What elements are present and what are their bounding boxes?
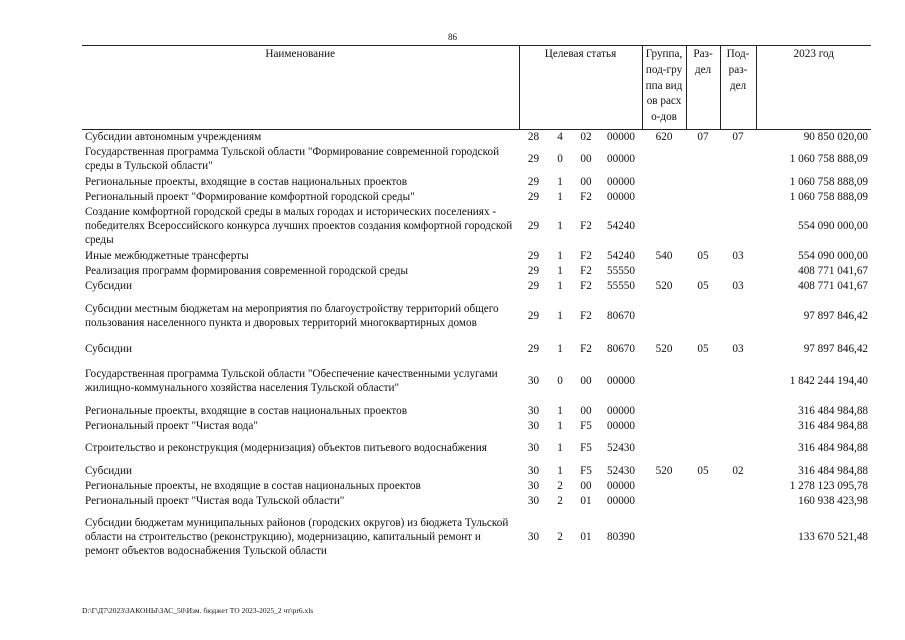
code-expense: 54240: [607, 249, 635, 262]
code-direction: F2: [580, 279, 592, 292]
code-expense: 00000: [607, 404, 635, 417]
row-name: Субсидии: [85, 343, 132, 355]
expense-group: 520: [655, 279, 673, 292]
page-number: 86: [448, 32, 457, 42]
table-row: [82, 248, 871, 263]
section-code: [686, 263, 720, 278]
code-expense: 00000: [607, 175, 635, 188]
code-subprogram: 1: [557, 419, 563, 432]
code-expense: 00000: [607, 479, 635, 492]
code-program: 29: [527, 190, 540, 203]
row-name: Субсидии: [85, 279, 132, 292]
code-program: 30: [527, 404, 540, 417]
amount-2023: 1 278 123 095,78: [789, 479, 869, 492]
subsection-code: [720, 433, 756, 463]
expense-group: [642, 508, 686, 566]
section-code: 05: [697, 249, 709, 262]
header-group: Группа, под-группа видов расхо-дов: [642, 46, 686, 130]
code-direction: 00: [580, 153, 592, 165]
subsection-code: [720, 189, 756, 204]
section-code: 05: [697, 279, 709, 292]
code-program: 29: [527, 249, 540, 262]
code-direction: 00: [580, 175, 592, 188]
code-expense: 52430: [607, 464, 635, 477]
expense-group: [642, 293, 686, 339]
expense-group: [642, 174, 686, 189]
section-code: [686, 204, 720, 248]
code-subprogram: 1: [557, 464, 563, 477]
table-row: [82, 359, 871, 403]
row-name: Региональный проект "Чистая вода": [85, 419, 258, 432]
code-program: 30: [527, 375, 540, 387]
section-code: [686, 403, 720, 418]
code-subprogram: 4: [557, 131, 563, 143]
table-row: [82, 174, 871, 189]
code-expense: 00000: [607, 375, 635, 387]
expense-group: [642, 418, 686, 433]
amount-2023: 408 771 041,67: [798, 264, 869, 277]
row-name: Региональный проект "Формирование комфортной городской среды": [85, 190, 415, 203]
expense-group: [642, 403, 686, 418]
row-name: Субсидии: [85, 464, 132, 477]
expense-group: [642, 493, 686, 508]
table-row: [82, 478, 871, 493]
code-subprogram: 0: [557, 153, 563, 165]
row-name: Строительство и реконструкция (модернизация) объектов питьевого водоснабжения: [85, 442, 487, 454]
code-direction: F5: [580, 442, 592, 454]
amount-2023: 1 060 758 888,09: [789, 175, 869, 188]
code-program: 29: [527, 264, 540, 277]
code-expense: 00000: [607, 190, 635, 203]
code-direction: F2: [580, 190, 592, 203]
subsection-code: 03: [732, 249, 744, 262]
table-row: [82, 508, 871, 566]
header-year: 2023 год: [756, 46, 871, 130]
code-direction: F5: [580, 419, 592, 432]
code-direction: 00: [580, 375, 592, 387]
amount-2023: 408 771 041,67: [798, 279, 869, 292]
code-expense: 00000: [607, 494, 635, 507]
table-row: [82, 433, 871, 463]
section-code: [686, 508, 720, 566]
table-row: [82, 293, 871, 339]
table-row: [82, 418, 871, 433]
code-expense: 80670: [607, 343, 635, 355]
code-program: 29: [527, 279, 540, 292]
code-direction: 02: [580, 131, 592, 143]
section-code: [686, 478, 720, 493]
code-expense: 00000: [607, 153, 635, 165]
code-direction: F5: [580, 464, 592, 477]
code-program: 28: [527, 131, 540, 143]
table-row: [82, 204, 871, 248]
subsection-code: [720, 403, 756, 418]
row-name: Реализация программ формирования современной городской среды: [85, 264, 408, 277]
header-name: Наименование: [82, 46, 519, 130]
code-program: 30: [527, 494, 540, 507]
row-name: Создание комфортной городской среды в малых городах и исторических поселениях - победителях Всероссийского конкурса лучших проектов создания комфортной городской среды: [85, 206, 513, 246]
table-row: [82, 339, 871, 359]
row-name: Иные межбюджетные трансферты: [85, 249, 249, 262]
table-row: [82, 463, 871, 478]
subsection-code: [720, 418, 756, 433]
amount-2023: 1 842 244 194,40: [789, 375, 869, 387]
subsection-code: [720, 174, 756, 189]
table-row: [82, 403, 871, 418]
code-direction: 01: [580, 494, 592, 507]
code-subprogram: 2: [557, 531, 563, 543]
amount-2023: 554 090 000,00: [798, 249, 869, 262]
code-subprogram: 2: [557, 494, 563, 507]
expense-group: [642, 204, 686, 248]
code-expense: 54240: [607, 220, 635, 232]
code-direction: F2: [580, 220, 592, 232]
expense-group: [642, 478, 686, 493]
expense-group: 540: [655, 249, 673, 262]
table-row: [82, 189, 871, 204]
code-subprogram: 1: [557, 404, 563, 417]
code-subprogram: 1: [557, 279, 563, 292]
budget-table: [82, 45, 871, 566]
expense-group: 520: [655, 464, 673, 477]
table-row: [82, 278, 871, 293]
subsection-code: [720, 478, 756, 493]
header-target: Целевая статья: [519, 46, 642, 130]
amount-2023: 97 897 846,42: [803, 343, 869, 355]
row-name: Региональные проекты, входящие в состав национальных проектов: [85, 175, 407, 188]
amount-2023: 97 897 846,42: [803, 310, 869, 322]
section-code: [686, 433, 720, 463]
code-subprogram: 1: [557, 310, 563, 322]
code-program: 29: [527, 220, 540, 232]
code-expense: 55550: [607, 264, 635, 277]
subsection-code: [720, 204, 756, 248]
table-body: [82, 130, 871, 567]
header-subsection: Под-раз-дел: [720, 46, 756, 130]
code-subprogram: 1: [557, 220, 563, 232]
code-program: 30: [527, 531, 540, 543]
code-subprogram: 0: [557, 375, 563, 387]
code-expense: 80390: [607, 531, 635, 543]
subsection-code: 03: [732, 279, 744, 292]
code-program: 30: [527, 442, 540, 454]
section-code: [686, 144, 720, 174]
section-code: [686, 189, 720, 204]
row-name: Государственная программа Тульской области "Обеспечение качественными услугами жилищно-коммунального хозяйства населения Тульской области": [85, 368, 498, 394]
code-expense: 00000: [607, 131, 635, 143]
subsection-code: [720, 293, 756, 339]
code-program: 30: [527, 464, 540, 477]
amount-2023: 1 060 758 888,09: [789, 190, 869, 203]
amount-2023: 316 484 984,88: [798, 442, 869, 454]
amount-2023: 316 484 984,88: [798, 464, 869, 477]
table-row: [82, 263, 871, 278]
section-code: 05: [697, 464, 709, 477]
table-row: [82, 493, 871, 508]
section-code: 05: [697, 343, 709, 355]
row-name: Субсидии местным бюджетам на мероприятия по благоустройству территорий общего пользования населенного пункта и дворовых территорий многоквартирных домов: [85, 303, 499, 329]
amount-2023: 133 670 521,48: [798, 531, 869, 543]
code-direction: 00: [580, 479, 592, 492]
amount-2023: 160 938 423,98: [798, 494, 869, 507]
row-name: Государственная программа Тульской области "Формирование современной городской среды в Тульской области": [85, 146, 500, 172]
subsection-code: [720, 263, 756, 278]
code-expense: 80670: [607, 310, 635, 322]
code-program: 30: [527, 419, 540, 432]
expense-group: [642, 189, 686, 204]
amount-2023: 1 060 758 888,09: [789, 153, 869, 165]
section-code: 07: [697, 131, 709, 143]
code-direction: F2: [580, 310, 592, 322]
row-name: Субсидии автономным учреждениям: [85, 131, 262, 143]
expense-group: [642, 359, 686, 403]
row-name: Региональный проект "Чистая вода Тульской области": [85, 494, 345, 507]
subsection-code: [720, 359, 756, 403]
row-name: Субсидии бюджетам муниципальных районов (городских округов) из бюджета Тульской области на строительство (реконструкцию), модернизацию, капитальный ремонт и ремонт объектов водоснабжения Тульской области: [85, 517, 509, 557]
code-expense: 52430: [607, 442, 635, 454]
footer-file-path: D:\Г\Д7\2023\ЗАКОНЫ\ЗАС_50\Изм. бюджет ТО 2023-2025_2 чт\pr6.xls: [82, 606, 314, 615]
row-name: Региональные проекты, не входящие в состав национальных проектов: [85, 479, 421, 492]
code-program: 29: [527, 153, 540, 165]
subsection-code: 02: [732, 464, 744, 477]
amount-2023: 316 484 984,88: [798, 419, 869, 432]
code-subprogram: 1: [557, 175, 563, 188]
section-code: [686, 418, 720, 433]
code-subprogram: 2: [557, 479, 563, 492]
code-subprogram: 1: [557, 190, 563, 203]
code-direction: F2: [580, 249, 592, 262]
table-row: [82, 144, 871, 174]
section-code: [686, 174, 720, 189]
subsection-code: [720, 493, 756, 508]
code-program: 29: [527, 310, 540, 322]
expense-group: 520: [655, 343, 673, 355]
expense-group: [642, 263, 686, 278]
amount-2023: 554 090 000,00: [798, 220, 869, 232]
code-direction: 01: [580, 531, 592, 543]
subsection-code: [720, 144, 756, 174]
amount-2023: 90 850 020,00: [803, 131, 869, 143]
code-expense: 00000: [607, 419, 635, 432]
code-expense: 55550: [607, 279, 635, 292]
subsection-code: 07: [732, 131, 744, 143]
code-direction: F2: [580, 264, 592, 277]
code-program: 30: [527, 479, 540, 492]
section-code: [686, 493, 720, 508]
code-direction: 00: [580, 404, 592, 417]
expense-group: [642, 433, 686, 463]
code-program: 29: [527, 343, 540, 355]
section-code: [686, 293, 720, 339]
section-code: [686, 359, 720, 403]
table-row: [82, 130, 871, 145]
amount-2023: 316 484 984,88: [798, 404, 869, 417]
code-subprogram: 1: [557, 343, 563, 355]
expense-group: [642, 144, 686, 174]
code-direction: F2: [580, 343, 592, 355]
subsection-code: 03: [732, 343, 744, 355]
code-subprogram: 1: [557, 249, 563, 262]
code-subprogram: 1: [557, 442, 563, 454]
code-program: 29: [527, 175, 540, 188]
code-subprogram: 1: [557, 264, 563, 277]
header-section: Раз-дел: [686, 46, 720, 130]
subsection-code: [720, 508, 756, 566]
expense-group: 620: [655, 131, 673, 143]
row-name: Региональные проекты, входящие в состав национальных проектов: [85, 404, 407, 417]
